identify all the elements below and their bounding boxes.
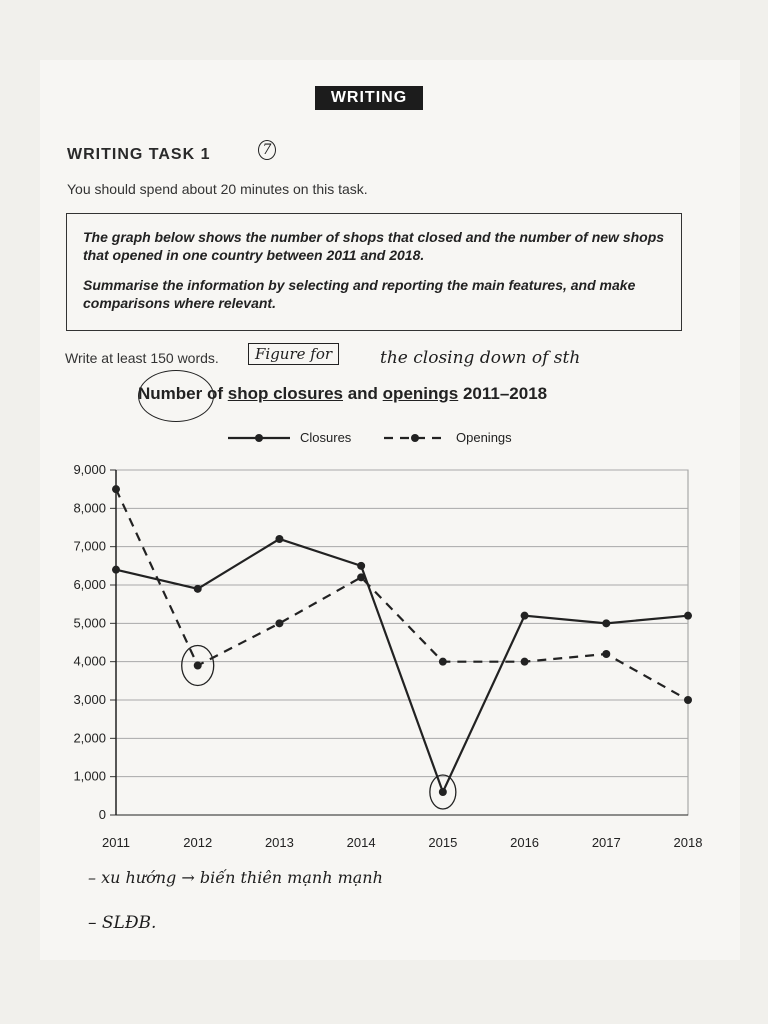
legend-openings-label: Openings (456, 430, 512, 445)
x-tick-label: 2012 (183, 835, 213, 850)
x-tick-label: 2014 (346, 835, 376, 850)
y-tick-label: 9,000 (73, 462, 106, 477)
data-point-openings (684, 696, 692, 704)
x-tick-label: 2015 (428, 835, 458, 850)
title-word-number: Number (138, 384, 203, 403)
title-word-openings: openings (382, 384, 459, 403)
x-tick-label: 2011 (102, 835, 130, 850)
legend-closures-label: Closures (300, 430, 352, 445)
data-point-closures (602, 619, 610, 627)
x-tick-label: 2017 (591, 835, 621, 850)
y-tick-label: 8,000 (73, 500, 106, 516)
legend-openings-marker (411, 434, 419, 442)
y-tick-label: 6,000 (73, 577, 106, 592)
y-tick-label: 7,000 (73, 538, 106, 554)
y-tick-label: 3,000 (73, 692, 106, 707)
y-tick-label: 4,000 (73, 653, 106, 669)
data-point-closures (275, 535, 283, 543)
data-point-closures (357, 562, 365, 570)
data-point-closures (112, 566, 120, 574)
data-point-closures (194, 585, 202, 593)
time-instruction: You should spend about 20 minutes on this task. (67, 181, 368, 197)
title-part: 2011–2018 (458, 384, 548, 403)
data-point-openings (439, 658, 447, 666)
prompt-description: The graph below shows the number of shops that closed and the number of new shops that opened in one country between 2011 and 2018. (83, 229, 665, 263)
y-tick-label: 0 (98, 807, 106, 822)
x-tick-label: 2013 (264, 835, 294, 850)
series-line-closures (116, 539, 688, 792)
title-word-shop-closures: shop closures (227, 384, 343, 403)
y-tick-label: 2,000 (73, 730, 106, 746)
section-banner: WRITING (315, 86, 423, 110)
handwritten-figure-note: Figure for (248, 343, 339, 365)
x-tick-label: 2018 (673, 835, 703, 850)
task-title: WRITING TASK 1 (67, 146, 211, 163)
y-tick-label: 1,000 (73, 768, 106, 784)
title-part: of (202, 384, 228, 403)
handwritten-note-sldb: – SLĐB. (88, 913, 157, 933)
word-limit: Write at least 150 words. (65, 350, 219, 366)
data-point-closures (684, 612, 692, 620)
y-tick-label: 5,000 (73, 615, 106, 631)
x-tick-label: 2016 (510, 835, 540, 850)
data-point-openings (602, 650, 610, 658)
data-point-openings (194, 662, 202, 670)
plot-frame (116, 470, 688, 815)
data-point-openings (357, 573, 365, 581)
series-line-openings (116, 489, 688, 700)
handwritten-closing-note: the closing down of sth (380, 348, 581, 368)
handwritten-note-trend: – xu hướng → biến thiên mạnh mạnh (88, 868, 383, 887)
prompt-instruction: Summarise the information by selecting and reporting the main features, and make comparisons where relevant. (83, 277, 636, 311)
data-point-openings (275, 619, 283, 627)
legend-closures-marker (255, 434, 263, 442)
title-part: and (343, 384, 383, 403)
data-point-openings (112, 485, 120, 493)
data-point-openings (521, 658, 529, 666)
handwritten-task-number: 7 (258, 140, 276, 160)
data-point-closures (521, 612, 529, 620)
data-point-closures (439, 788, 447, 796)
